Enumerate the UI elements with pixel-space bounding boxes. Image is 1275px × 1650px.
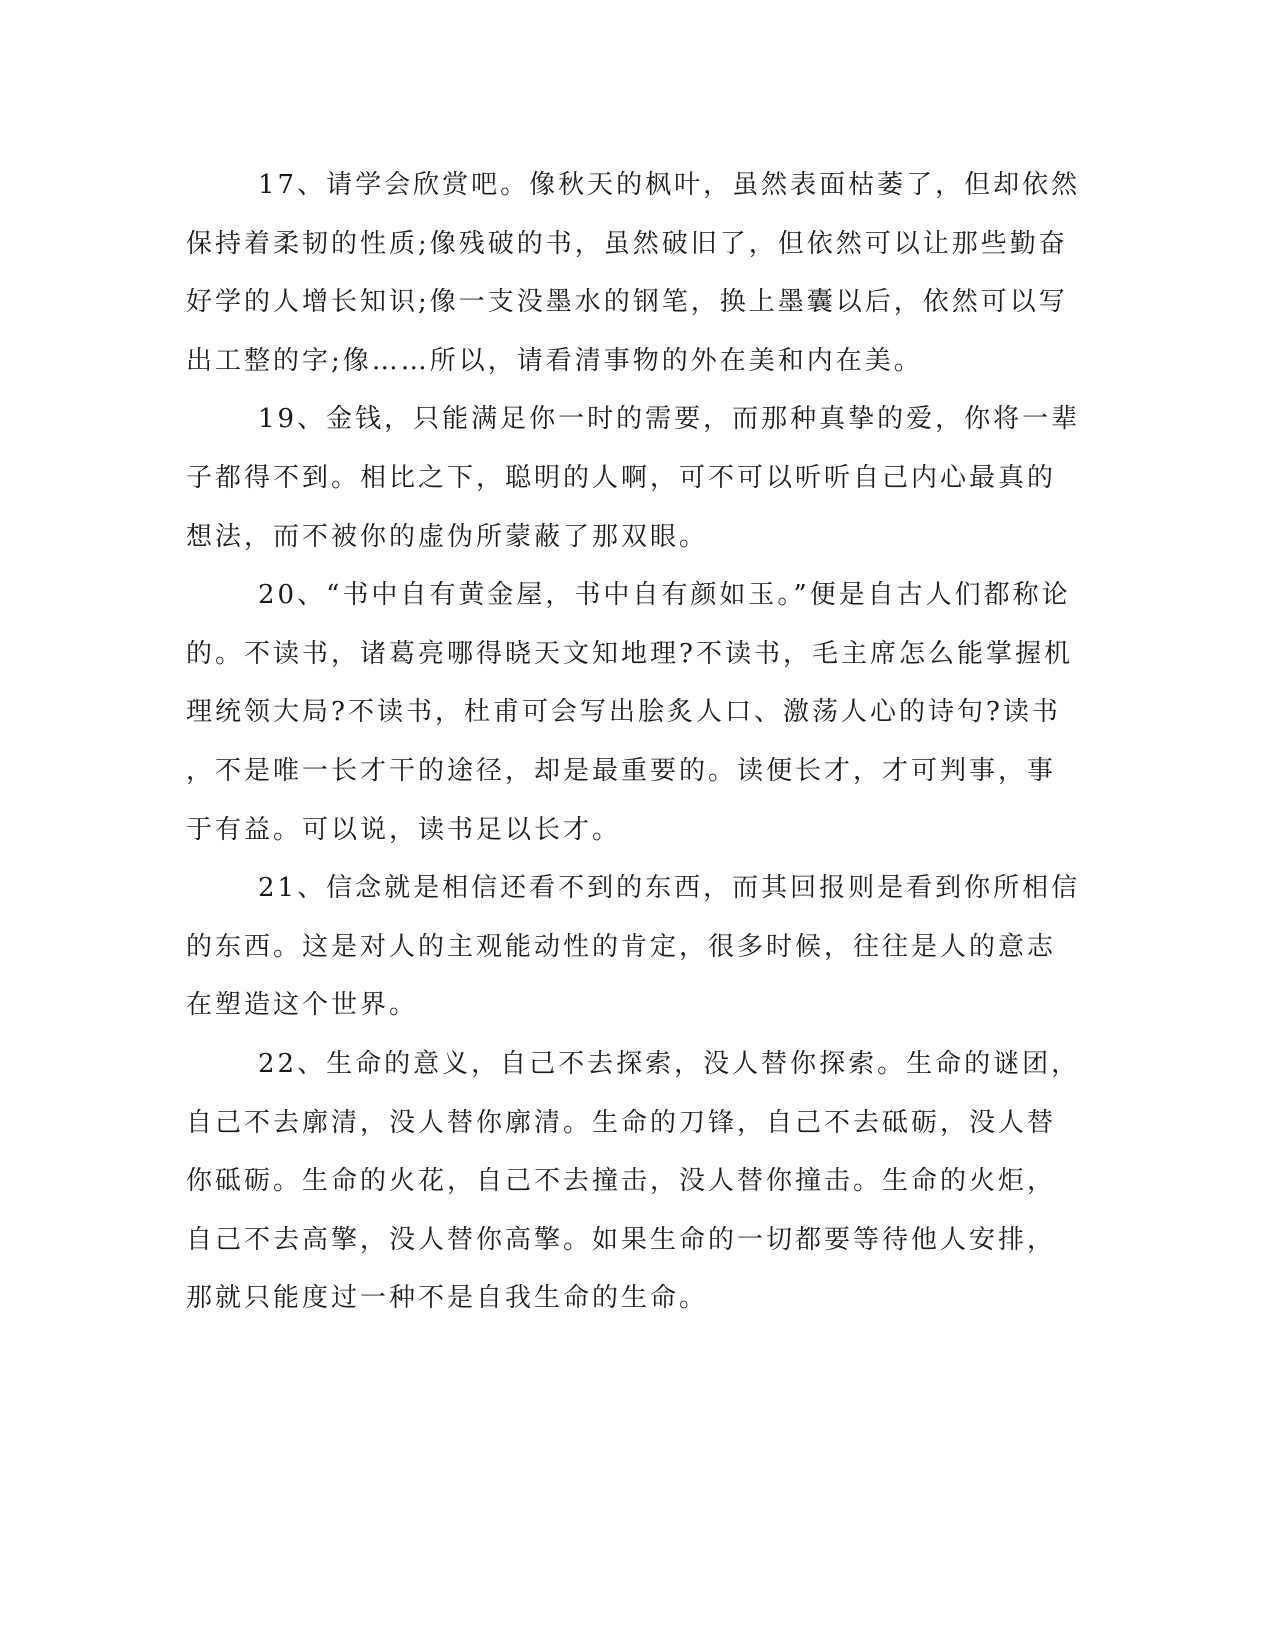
paragraph-line: 的东西。这是对人的主观能动性的肯定，很多时候，往往是人的意志 — [186, 931, 1057, 962]
paragraph-17 — [186, 156, 1086, 390]
paragraph-line: 子都得不到。相比之下，聪明的人啊，可不可以听听自己内心最真的 — [186, 462, 1057, 493]
paragraph-22 — [186, 1035, 1086, 1328]
paragraph-21 — [186, 859, 1086, 1035]
paragraph-line: 那就只能度过一种不是自我生命的生命。 — [186, 1283, 709, 1314]
paragraph-line: 想法，而不被你的虚伪所蒙蔽了那双眼。 — [186, 521, 709, 552]
paragraph-line: 21、信念就是相信还看不到的东西，而其回报则是看到你所相信 — [258, 873, 1081, 904]
paragraph-line: 在塑造这个世界。 — [186, 990, 419, 1021]
paragraph-line: 自己不去高擎，没人替你高擎。如果生命的一切都要等待他人安排， — [186, 1224, 1057, 1255]
paragraph-line: 17、请学会欣赏吧。像秋天的枫叶，虽然表面枯萎了，但却依然 — [258, 170, 1081, 200]
paragraph-line: 自己不去廓清，没人替你廓清。生命的刀锋，自己不去砥砺，没人替 — [186, 1107, 1057, 1138]
paragraph-20 — [186, 566, 1086, 859]
paragraph-line: 好学的人增长知识;像一支没墨水的钢笔，换上墨囊以后，依然可以写 — [186, 287, 1068, 318]
paragraph-line: 出工整的字;像……所以，请看清事物的外在美和内在美。 — [186, 345, 923, 376]
paragraph-19 — [186, 390, 1086, 566]
paragraph-line: 19、金钱，只能满足你一时的需要，而那种真挚的爱，你将一辈 — [258, 404, 1081, 435]
paragraph-line: ，不是唯一长才干的途径，却是最重要的。读便长才，才可判事，事 — [186, 755, 1057, 786]
paragraph-line: 20、“书中自有黄金屋，书中自有颜如玉。”便是自古人们都称论 — [258, 580, 1071, 611]
paragraph-line: 你砥砺。生命的火花，自己不去撞击，没人替你撞击。生命的火炬， — [186, 1166, 1057, 1197]
document-body — [186, 156, 1086, 1328]
paragraph-line: 于有益。可以说，读书足以长才。 — [186, 814, 622, 845]
paragraph-line: 理统领大局?不读书，杜甫可会写出脍炙人口、激荡人心的诗句?读书 — [186, 697, 1061, 728]
paragraph-line: 22、生命的意义，自己不去探索，没人替你探索。生命的谜团， — [258, 1048, 1081, 1079]
paragraph-line: 的。不读书，诸葛亮哪得晓天文知地理?不读书，毛主席怎么能掌握机 — [186, 638, 1073, 669]
paragraph-line: 保持着柔韧的性质;像残破的书，虽然破旧了，但依然可以让那些勤奋 — [186, 228, 1068, 259]
